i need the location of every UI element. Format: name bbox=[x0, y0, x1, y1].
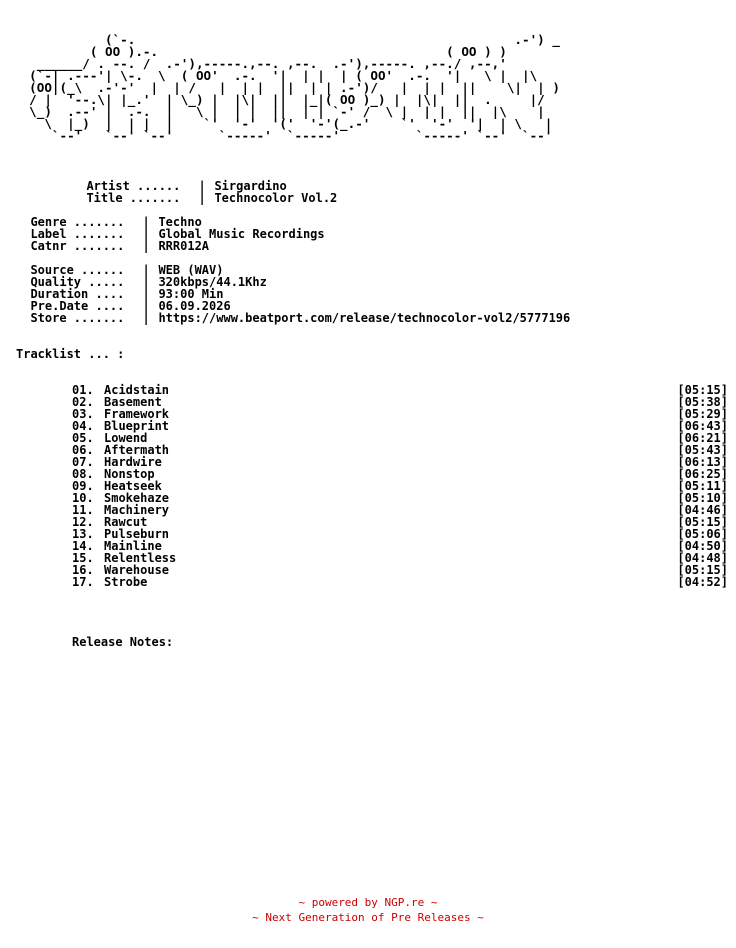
track-row bbox=[72, 420, 728, 432]
track-row bbox=[72, 564, 728, 576]
track-row bbox=[72, 516, 728, 528]
track-title: Smokehaze bbox=[104, 491, 170, 505]
track-duration: [05:11] bbox=[677, 479, 728, 493]
meta-separator: | bbox=[142, 299, 150, 313]
track-row bbox=[72, 408, 728, 420]
meta-store-row bbox=[16, 300, 570, 324]
track-title: Framework bbox=[104, 407, 170, 421]
quality-value: 320kbps/44.1Khz bbox=[158, 275, 267, 289]
track-number: 17. bbox=[72, 575, 94, 589]
artist-value: Sirgardino bbox=[214, 179, 287, 193]
track-duration: [05:06] bbox=[677, 527, 728, 541]
track-number: 08. bbox=[72, 467, 94, 481]
track-duration: [05:43] bbox=[677, 443, 728, 457]
track-title: Strobe bbox=[104, 575, 148, 589]
title-value: Technocolor Vol.2 bbox=[214, 191, 338, 205]
predate-value: 06.09.2026 bbox=[158, 299, 231, 313]
track-row bbox=[72, 384, 728, 396]
track-row bbox=[72, 552, 728, 564]
meta-separator: | bbox=[142, 275, 150, 289]
track-row bbox=[72, 468, 728, 480]
track-number: 02. bbox=[72, 395, 94, 409]
track-number: 10. bbox=[72, 491, 94, 505]
meta-key: Pre.Date .... bbox=[30, 299, 125, 313]
track-title: Aftermath bbox=[104, 443, 170, 457]
release-notes-heading: Release Notes: bbox=[72, 635, 174, 649]
track-number: 15. bbox=[72, 551, 94, 565]
track-duration: [05:10] bbox=[677, 491, 728, 505]
track-row bbox=[72, 528, 728, 540]
track-number: 06. bbox=[72, 443, 94, 457]
meta-separator: | bbox=[142, 311, 150, 325]
genre-value: Techno bbox=[158, 215, 202, 229]
track-row bbox=[72, 492, 728, 504]
meta-key: Source ...... bbox=[30, 263, 125, 277]
catnr-value: RRR012A bbox=[158, 239, 210, 253]
track-duration: [05:38] bbox=[677, 395, 728, 409]
meta-separator: | bbox=[142, 215, 150, 229]
track-duration: [04:46] bbox=[677, 503, 728, 517]
meta-separator: | bbox=[142, 287, 150, 301]
meta-separator: | bbox=[142, 227, 150, 241]
ascii-logo: (`-. .-') _ ( OO ).-. ( OO ) ) ______/ . --. / .-'),-----.,--. ,--. .-'),-----. ,--./ ,--,' (`-| .---'| \-. \ ( OO' .-. '| | | | ( OO' .-. '| \ | |\ (OO|(_\ .-'-' | | / | | | || | | .-')/ | | | || \| | ) / | '--.\| |_.' | \_) | |\| || |_|( OO )_) | |\| || . |/ \_) .--' | .-. | \ | | | || | | `-' / \ | | | || |\ | \ |_) | | | | `' '-' '(' '-'(_.-' `' '-' '| | \ | `--' `--' `--' `-----' `-----' `-----' `--' `--' bbox=[29, 32, 560, 143]
track-title: Heatseek bbox=[104, 479, 162, 493]
track-title: Relentless bbox=[104, 551, 177, 565]
source-value: WEB (WAV) bbox=[158, 263, 224, 277]
meta-key: Genre ....... bbox=[30, 215, 125, 229]
track-title: Machinery bbox=[104, 503, 170, 517]
track-duration: [06:25] bbox=[677, 467, 728, 481]
meta-key: Catnr ....... bbox=[30, 239, 125, 253]
tracklist-heading: Tracklist ... : bbox=[16, 347, 125, 361]
duration-value: 93:00 Min bbox=[158, 287, 224, 301]
meta-separator: | bbox=[142, 239, 150, 253]
track-title: Pulseburn bbox=[104, 527, 170, 541]
track-row bbox=[72, 576, 728, 588]
meta-key: Quality ..... bbox=[30, 275, 125, 289]
meta-key: Title ....... bbox=[86, 191, 181, 205]
track-row bbox=[72, 456, 728, 468]
track-title: Warehouse bbox=[104, 563, 170, 577]
track-title: Mainline bbox=[104, 539, 162, 553]
track-number: 14. bbox=[72, 539, 94, 553]
track-number: 16. bbox=[72, 563, 94, 577]
meta-key: Artist ...... bbox=[86, 179, 181, 193]
track-title: Hardwire bbox=[104, 455, 162, 469]
track-number: 05. bbox=[72, 431, 94, 445]
meta-key: Store ....... bbox=[30, 311, 125, 325]
track-row bbox=[72, 444, 728, 456]
track-title: Acidstain bbox=[104, 383, 170, 397]
track-row bbox=[72, 504, 728, 516]
track-title: Rawcut bbox=[104, 515, 148, 529]
track-duration: [06:13] bbox=[677, 455, 728, 469]
track-row bbox=[72, 396, 728, 408]
track-number: 11. bbox=[72, 503, 94, 517]
label-value: Global Music Recordings bbox=[158, 227, 325, 241]
track-duration: [05:15] bbox=[677, 563, 728, 577]
meta-title-row bbox=[72, 180, 337, 204]
track-duration: [05:29] bbox=[677, 407, 728, 421]
track-number: 03. bbox=[72, 407, 94, 421]
track-number: 09. bbox=[72, 479, 94, 493]
track-duration: [06:21] bbox=[677, 431, 728, 445]
meta-key: Duration .... bbox=[30, 287, 125, 301]
store-link[interactable]: https://www.beatport.com/release/technocolor-vol2/5777196 bbox=[158, 311, 571, 325]
track-duration: [04:52] bbox=[677, 575, 728, 589]
track-title: Blueprint bbox=[104, 419, 170, 433]
footer-tagline: ~ Next Generation of Pre Releases ~ bbox=[252, 911, 484, 924]
track-number: 01. bbox=[72, 383, 94, 397]
track-row bbox=[72, 480, 728, 492]
track-duration: [04:48] bbox=[677, 551, 728, 565]
track-duration: [04:50] bbox=[677, 539, 728, 553]
track-title: Lowend bbox=[104, 431, 148, 445]
meta-separator: | bbox=[198, 191, 206, 205]
meta-separator: | bbox=[142, 263, 150, 277]
track-title: Basement bbox=[104, 395, 162, 409]
track-row bbox=[72, 432, 728, 444]
track-number: 12. bbox=[72, 515, 94, 529]
footer-powered-by: ~ powered by NGP.re ~ bbox=[298, 896, 438, 909]
track-title: Nonstop bbox=[104, 467, 155, 481]
track-duration: [05:15] bbox=[677, 515, 728, 529]
track-number: 13. bbox=[72, 527, 94, 541]
meta-key: Label ....... bbox=[30, 227, 125, 241]
track-number: 07. bbox=[72, 455, 94, 469]
track-duration: [05:15] bbox=[677, 383, 728, 397]
meta-separator: | bbox=[198, 179, 206, 193]
track-number: 04. bbox=[72, 419, 94, 433]
track-duration: [06:43] bbox=[677, 419, 728, 433]
meta-catnr-row bbox=[16, 228, 209, 252]
